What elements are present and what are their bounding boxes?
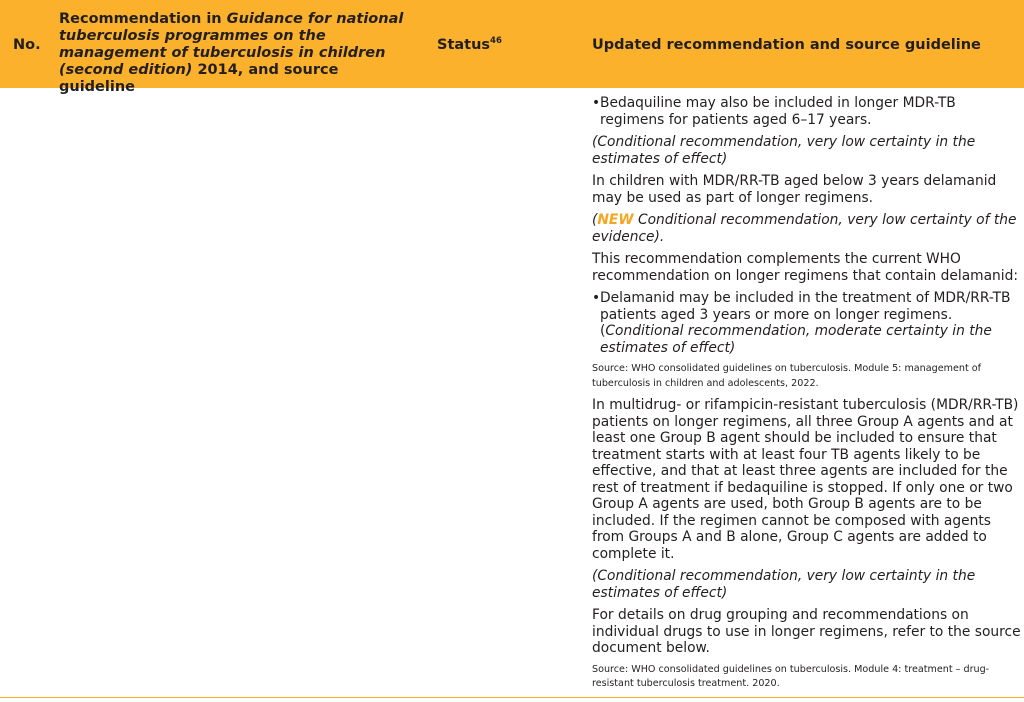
paragraph-group-agents: In multidrug- or rifampicin-resistant tuberculosis (MDR/RR-TB) patients on longer regimens, all three Group A agents and at least one Group B agent should be included to ensure that treatment starts with at least four TB agents likely to be effective, and that at least three agents are included for the rest of treatment if bedaquiline is stopped. If only one or two Group A agents are used, both Group B agents are to be included. If the regimen cannot be composed with agents from Groups A and B alone, Group C agents are added to complete it.	[592, 397, 1019, 562]
cond2-open: (	[592, 212, 598, 228]
bullet-delamanid-text: Delamanid may be included in the treatment of MDR/RR-TB patients aged 3 years or more on longer regimens. (	[600, 290, 1011, 339]
paragraph-drug-grouping: For details on drug grouping and recommendations on individual drugs to use in longer regimens, refer to the source document below.	[592, 607, 1021, 656]
bullet-delamanid-italic: Conditional recommendation, moderate certainty in the estimates of effect)	[600, 323, 992, 356]
header-status-label: Status	[437, 37, 491, 53]
header-no: No.	[13, 37, 41, 53]
header-rec-prefix: Recommendation in	[59, 11, 227, 27]
paragraph-delamanid-under3: In children with MDR/RR-TB aged below 3 years delamanid may be used as part of longer regimens.	[592, 173, 997, 206]
bullet-dot: •	[592, 290, 601, 306]
bullet-bedaquiline-text: Bedaquiline may also be included in longer MDR-TB regimens for patients aged 6–17 years.	[600, 95, 956, 128]
bottom-rule	[0, 697, 1024, 698]
bullet-delamanid-content	[600, 290, 1024, 356]
table-header	[0, 0, 1024, 95]
cond2-rest: Conditional recommendation, very low certainty of the evidence).	[592, 212, 1017, 245]
conditional-note-3: (Conditional recommendation, very low certainty in the estimates of effect)	[592, 568, 976, 601]
conditional-note-1: (Conditional recommendation, very low certainty in the estimates of effect)	[592, 134, 976, 167]
paragraph-complements: This recommendation complements the current WHO recommendation on longer regimens that contain delamanid:	[592, 251, 1019, 284]
header-status-footnote: 46	[490, 36, 502, 47]
header-rec-suffix: 2014, and source guideline	[59, 62, 339, 95]
header-recommendation	[59, 11, 419, 96]
conditional-note-2	[592, 212, 1024, 245]
bullet-bedaquiline	[592, 95, 1024, 128]
new-label: NEW	[597, 212, 634, 228]
updated-recommendation-cell	[592, 95, 1024, 698]
source-note-module5: Source: WHO consolidated guidelines on tuberculosis. Module 5: management of tuberculosis in children and adolescents, 2022.	[592, 363, 982, 389]
source-note-module4: Source: WHO consolidated guidelines on tuberculosis. Module 4: treatment – drug-resistant tuberculosis treatment. 2020.	[592, 663, 990, 689]
header-status	[437, 37, 502, 54]
bullet-dot: •	[592, 95, 601, 111]
header-rec-title: Guidance for national tuberculosis programmes on the management of tuberculosis in children (second edition)	[59, 11, 404, 78]
header-updated: Updated recommendation and source guideline	[592, 37, 981, 53]
bullet-delamanid	[592, 290, 1024, 356]
